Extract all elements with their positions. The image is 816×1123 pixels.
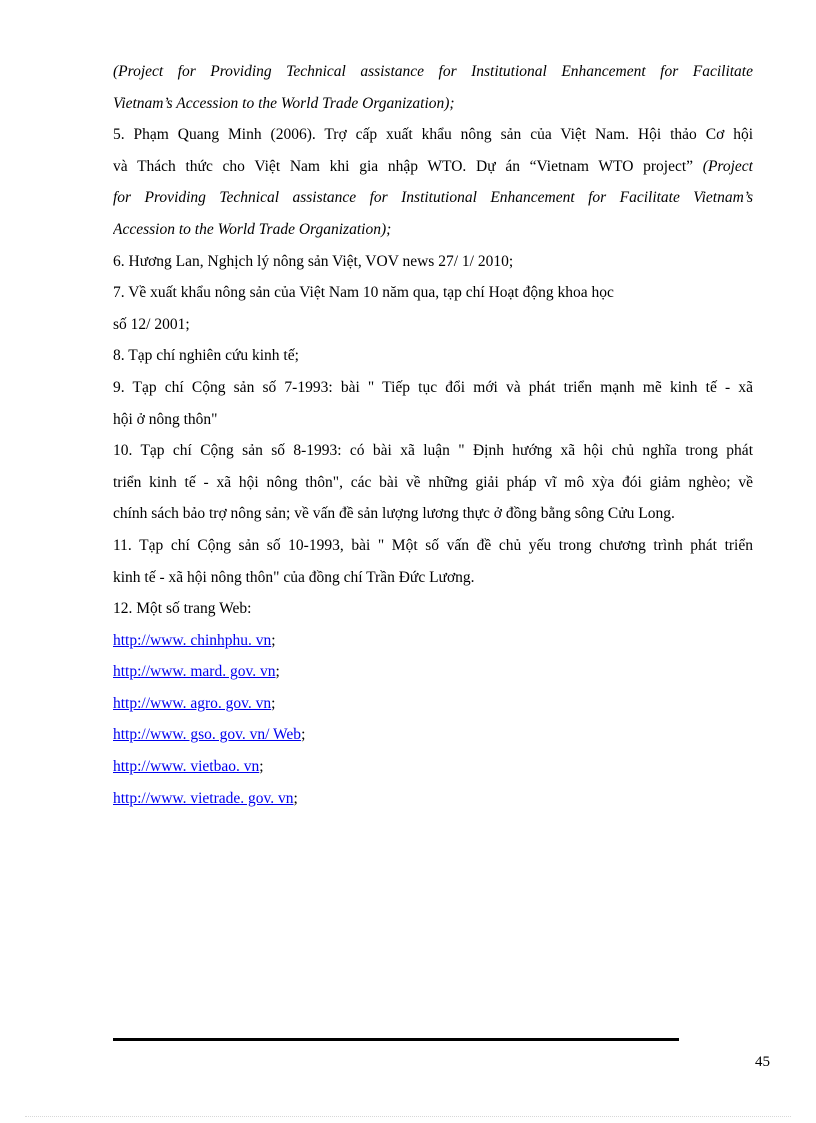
ref4-continuation-line-1: (Project for Providing Technical assistance for Institutional Enhancement for Facilitate (113, 63, 753, 80)
web-link-item (113, 656, 753, 688)
references-list (113, 56, 753, 814)
web-link-vietbao[interactable]: http://www. vietbao. vn (113, 758, 260, 776)
web-link-gso[interactable]: http://www. gso. gov. vn/ Web (113, 726, 302, 744)
web-link-item (113, 783, 753, 815)
web-link-suffix: ; (271, 694, 276, 712)
ref5-line-2-italic: (Project (702, 157, 753, 175)
web-link-suffix: ; (259, 758, 264, 776)
footer-rule (113, 1038, 679, 1041)
ref4-continuation-line-2: Vietnam’s Accession to the World Trade Organization); (113, 94, 455, 112)
web-link-item (113, 625, 753, 657)
ref11-line-2: kinh tế - xã hội nông thôn" của đồng chí Trần Đức Lương. (113, 568, 475, 586)
ref5-line-3: for Providing Technical assistance for Institutional Enhancement for Facilitate Vietnam’s (113, 189, 753, 207)
ref7-line-1: 7. Về xuất khẩu nông sản của Việt Nam 10 năm qua, tạp chí Hoạt động khoa học (113, 284, 614, 302)
web-link-suffix: ; (271, 631, 276, 649)
web-link-vietrade[interactable]: http://www. vietrade. gov. vn (113, 789, 294, 807)
ref12-heading: 12. Một số trang Web: (113, 600, 252, 618)
web-link-agro[interactable]: http://www. agro. gov. vn (113, 694, 272, 712)
ref8-line: 8. Tạp chí nghiên cứu kinh tế; (113, 347, 299, 365)
web-link-item (113, 719, 753, 751)
page-number: 45 (755, 1054, 770, 1070)
ref5-line-2 (113, 151, 753, 183)
ref6-line: 6. Hương Lan, Nghịch lý nông sản Việt, VOV news 27/ 1/ 2010; (113, 252, 514, 270)
ref5-line-1: 5. Phạm Quang Minh (2006). Trợ cấp xuất khẩu nông sản của Việt Nam. Hội thảo Cơ hội (113, 126, 753, 144)
web-link-mard[interactable]: http://www. mard. gov. vn (113, 663, 276, 681)
web-link-suffix: ; (301, 726, 306, 744)
ref9-line-2: hội ở nông thôn" (113, 410, 218, 428)
web-link-chinhphu[interactable]: http://www. chinhphu. vn (113, 631, 272, 649)
ref5-line-2-text: và Thách thức cho Việt Nam khi gia nhập WTO. Dự án “Vietnam WTO project” (113, 157, 703, 175)
web-link-item (113, 751, 753, 783)
ref11-line-1: 11. Tạp chí Cộng sản số 10-1993, bài " Một số vấn đề chủ yếu trong chương trình phát triển (113, 536, 753, 554)
ref10-line-1: 10. Tạp chí Cộng sản số 8-1993: có bài xã luận " Định hướng xã hội chủ nghĩa trong phát (113, 442, 753, 460)
page-edge-divider (25, 1116, 791, 1117)
ref10-line-3: chính sách bảo trợ nông sản; về vấn đề sản lượng lương thực ở đồng bằng sông Cửu Long. (113, 505, 675, 523)
web-link-suffix: ; (275, 663, 280, 681)
ref5-line-4: Accession to the World Trade Organization); (113, 220, 392, 238)
web-link-item (113, 688, 753, 720)
web-link-suffix: ; (293, 789, 298, 807)
ref9-line-1: 9. Tạp chí Cộng sản số 7-1993: bài " Tiếp tục đổi mới và phát triển mạnh mẽ kinh tế - xã (113, 378, 753, 396)
ref10-line-2: triển kinh tế - xã hội nông thôn", các bài về những giải pháp vĩ mô xỳa đói giảm nghèo; về (113, 473, 753, 491)
ref7-line-2: số 12/ 2001; (113, 315, 190, 333)
